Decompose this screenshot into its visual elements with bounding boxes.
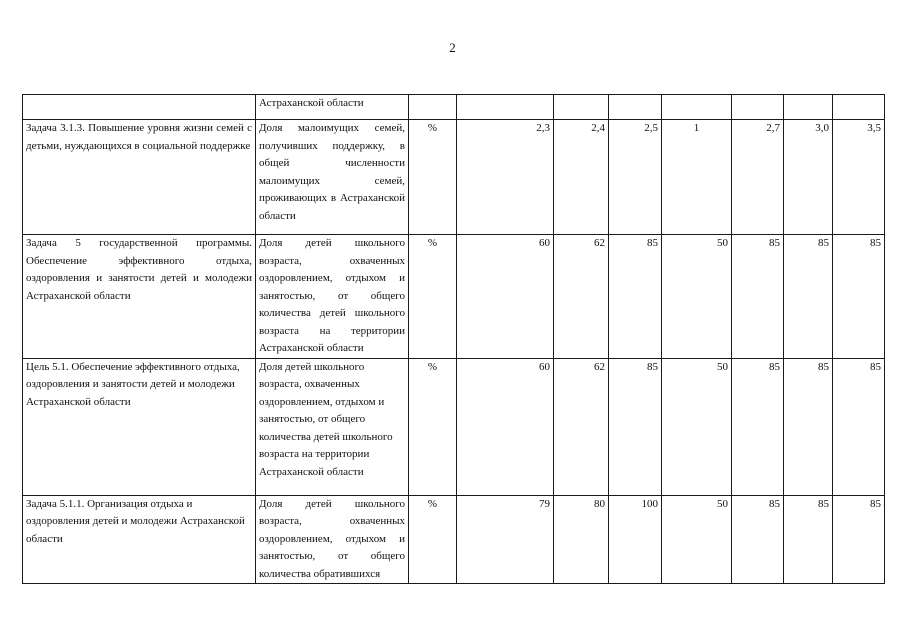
- value-cell: 85: [784, 358, 833, 495]
- task-cell: Цель 5.1. Обеспечение эффективного отдыха, оздоровления и занятости детей и молодежи Астраханской области: [23, 358, 256, 495]
- value-cell: 85: [833, 358, 885, 495]
- task-cell: Задача 3.1.3. Повышение уровня жизни семей с детьми, нуждающихся в социальной поддержке: [23, 120, 256, 235]
- indicator-cell: Доля детей школьного возраста, охваченных оздоровлением, отдыхом и занятостью, от общего количества обратившихся: [256, 495, 409, 584]
- unit-cell: %: [409, 120, 457, 235]
- value-cell: 2,7: [732, 120, 784, 235]
- value-cell: 100: [609, 495, 662, 584]
- value-cell: 60: [457, 358, 554, 495]
- table-row: [23, 358, 885, 495]
- value-cell: 50: [662, 358, 732, 495]
- value-cell: 85: [732, 358, 784, 495]
- value-cell: 3,5: [833, 120, 885, 235]
- value-cell: 85: [609, 235, 662, 359]
- indicator-cell: Доля детей школьного возраста, охваченных оздоровлением, отдыхом и занятостью, от общего количества детей школьного возраста на территории Астраханской области: [256, 358, 409, 495]
- indicator-cell: Доля малоимущих семей, получивших поддержку, в общей численности малоимущих семей, проживающих в Астраханской области: [256, 120, 409, 235]
- value-cell: 85: [732, 235, 784, 359]
- page-number: 2: [449, 40, 456, 55]
- value-cell: 50: [662, 495, 732, 584]
- table-row: [23, 495, 885, 584]
- unit-cell: %: [409, 235, 457, 359]
- value-cell: 85: [609, 358, 662, 495]
- table-row: [23, 95, 885, 120]
- indicator-cell: Астраханской области: [256, 95, 409, 120]
- task-cell: Задача 5 государственной программы. Обеспечение эффективного отдыха, оздоровления и занятости детей и молодежи Астраханской области: [23, 235, 256, 359]
- value-cell: 2,5: [609, 120, 662, 235]
- value-cell: 60: [457, 235, 554, 359]
- value-cell: 2,3: [457, 120, 554, 235]
- value-cell: [662, 95, 732, 120]
- value-cell: [609, 95, 662, 120]
- unit-cell: %: [409, 495, 457, 584]
- indicator-cell: Доля детей школьного возраста, охваченных оздоровлением, отдыхом и занятостью, от общего количества детей школьного возраста на территории Астраханской области: [256, 235, 409, 359]
- value-cell: [784, 95, 833, 120]
- value-cell: 85: [732, 495, 784, 584]
- task-cell: [23, 95, 256, 120]
- value-cell: [554, 95, 609, 120]
- value-cell: 1: [662, 120, 732, 235]
- task-cell: Задача 5.1.1. Организация отдыха и оздоровления детей и молодежи Астраханской области: [23, 495, 256, 584]
- value-cell: 50: [662, 235, 732, 359]
- value-cell: 85: [833, 495, 885, 584]
- table-row: [23, 235, 885, 359]
- value-cell: 2,4: [554, 120, 609, 235]
- value-cell: [457, 95, 554, 120]
- table-row: [23, 120, 885, 235]
- value-cell: 79: [457, 495, 554, 584]
- value-cell: 62: [554, 235, 609, 359]
- indicators-table: [22, 94, 885, 584]
- value-cell: [732, 95, 784, 120]
- value-cell: 80: [554, 495, 609, 584]
- value-cell: [833, 95, 885, 120]
- value-cell: 85: [833, 235, 885, 359]
- unit-cell: [409, 95, 457, 120]
- unit-cell: %: [409, 358, 457, 495]
- value-cell: 3,0: [784, 120, 833, 235]
- value-cell: 85: [784, 235, 833, 359]
- value-cell: 85: [784, 495, 833, 584]
- value-cell: 62: [554, 358, 609, 495]
